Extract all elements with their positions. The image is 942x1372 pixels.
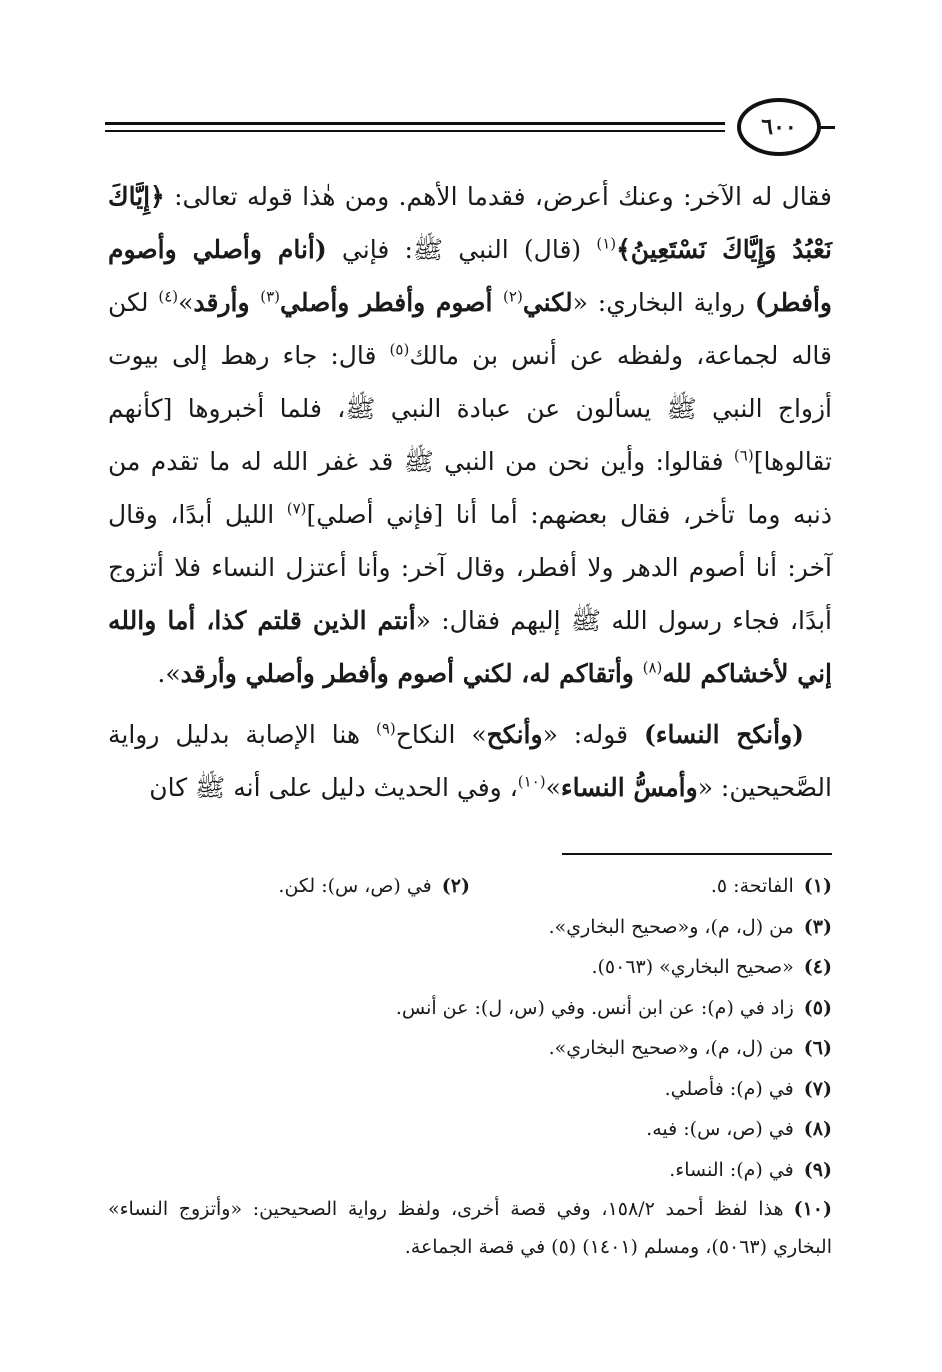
footnote-10: (١٠)هذا لفظ أحمد ١٥٨/٢، وفي قصة أخرى، ولفظ رواية الصحيحين: «وأتزوج النساء» البخاري (٥٠٦٣)، ومسلم (١٤٠١) (٥) في قصة الجماعة.: [108, 1198, 832, 1258]
bold-text: لكني: [522, 288, 573, 317]
footnote-ref: (٣): [260, 287, 280, 306]
footnote-ref: (٩): [375, 719, 396, 738]
footnote-ref: (٨): [642, 658, 663, 677]
paragraph-1: [108, 170, 832, 700]
footnote-9: (٩)في (م): النساء.: [669, 1158, 832, 1181]
bold-text: أصوم وأفطر وأصلي: [279, 288, 504, 317]
text-run: »: [545, 773, 561, 802]
footnotes: [108, 866, 832, 1266]
bold-text: أنتم الذين قلتم كذا، أما والله إني لأخشاكم لله: [108, 606, 832, 688]
footnote-1: (١)الفاتحة: ٥.: [710, 875, 832, 897]
text-run: فقال له الآخر: وعنك أعرض، فقدما الأهم. ومن هٰذا قوله تعالى:: [164, 182, 832, 211]
footnote-7: (٧)في (م): فأصلي.: [664, 1077, 832, 1100]
bold-text: (أنام وأصلي وأصوم وأفطر): [108, 235, 833, 317]
text-run: هنا الإصابة بدليل رواية الصَّحيحين: «: [108, 720, 832, 802]
page-header: [105, 98, 835, 158]
text-run: »: [178, 288, 194, 317]
footnote-ref: (١): [596, 234, 617, 253]
text-run: ، وفي الحديث دليل على أنه ﷺ كان: [149, 773, 518, 802]
bold-text: وأمسُّ النساء: [560, 773, 698, 802]
footnote-3: (٣)من (ل، م)، و«صحيح البخاري».: [548, 915, 832, 938]
text-run: قوله: «: [542, 720, 644, 749]
text-run: رواية البخاري: «: [572, 288, 755, 317]
header-rule-bottom: [105, 130, 725, 132]
footnote-ref: (٦): [733, 446, 754, 465]
main-text: [108, 170, 832, 814]
footnote-8: (٨)في (ص، س): فيه.: [646, 1118, 832, 1140]
bold-text: وأرقد: [193, 288, 261, 317]
footnote-5: (٥)زاد في (م): عن ابن أنس. وفي (س، ل): عن أنس.: [395, 996, 832, 1019]
text-run: قال: جاء رهط إلى بيوت أزواج النبي ﷺ يسألون عن عبادة النبي ﷺ، فلما أخبروها [كأنهم تقالوها]: [108, 341, 832, 476]
footnote-2: (٢)في (ص، س): لكن.: [278, 875, 470, 897]
bold-text: وأنكح: [486, 720, 543, 749]
footnote-ref: (٥): [389, 340, 410, 359]
footnote-ref: (١٠): [517, 772, 546, 791]
text-run: فقالوا: وأين نحن من النبي ﷺ قد غفر الله له ما تقدم من ذنبه وما تأخر، فقال بعضهم: أما أنا [فإني أصلي]: [108, 447, 832, 529]
header-rule-top: [105, 122, 725, 125]
footnote-separator: [562, 853, 832, 855]
bold-text: وأتقاكم له، لكني أصوم وأفطر وأصلي وأرقد: [180, 659, 643, 688]
bold-text: (وأنكح النساء): [643, 720, 804, 749]
paragraph-2: [108, 708, 832, 814]
text-run: لكن قاله لجماعة، ولفظه عن أنس بن مالك: [108, 288, 833, 370]
footnote-ref: (٢): [503, 287, 523, 306]
footnote-6: (٦)من (ل، م)، و«صحيح البخاري».: [548, 1037, 832, 1059]
text-run: » النكاح: [395, 720, 487, 749]
text-run: الليل أبدًا، وقال آخر: أنا أصوم الدهر ولا أفطر، وقال آخر: وأنا أعتزل النساء فلا أتزوج أبدًا، فجاء رسول الله ﷺ إليهم فقال: «: [108, 500, 832, 635]
bold-text: ﴿إِيَّاكَ نَعْبُدُ وَإِيَّاكَ نَسْتَعِينُ﴾: [108, 182, 832, 264]
footnote-ref: (٧): [286, 499, 307, 518]
footnote-ref: (٤): [158, 287, 179, 306]
page-number: ٦٠٠: [737, 98, 821, 156]
text-run: (قال) النبي ﷺ: فإني: [326, 235, 597, 264]
header-rule-tail: [821, 126, 835, 129]
footnote-4: (٤)«صحيح البخاري» (٥٠٦٣).: [591, 956, 832, 978]
text-run: ».: [157, 659, 181, 688]
footnote-row: [108, 866, 832, 907]
